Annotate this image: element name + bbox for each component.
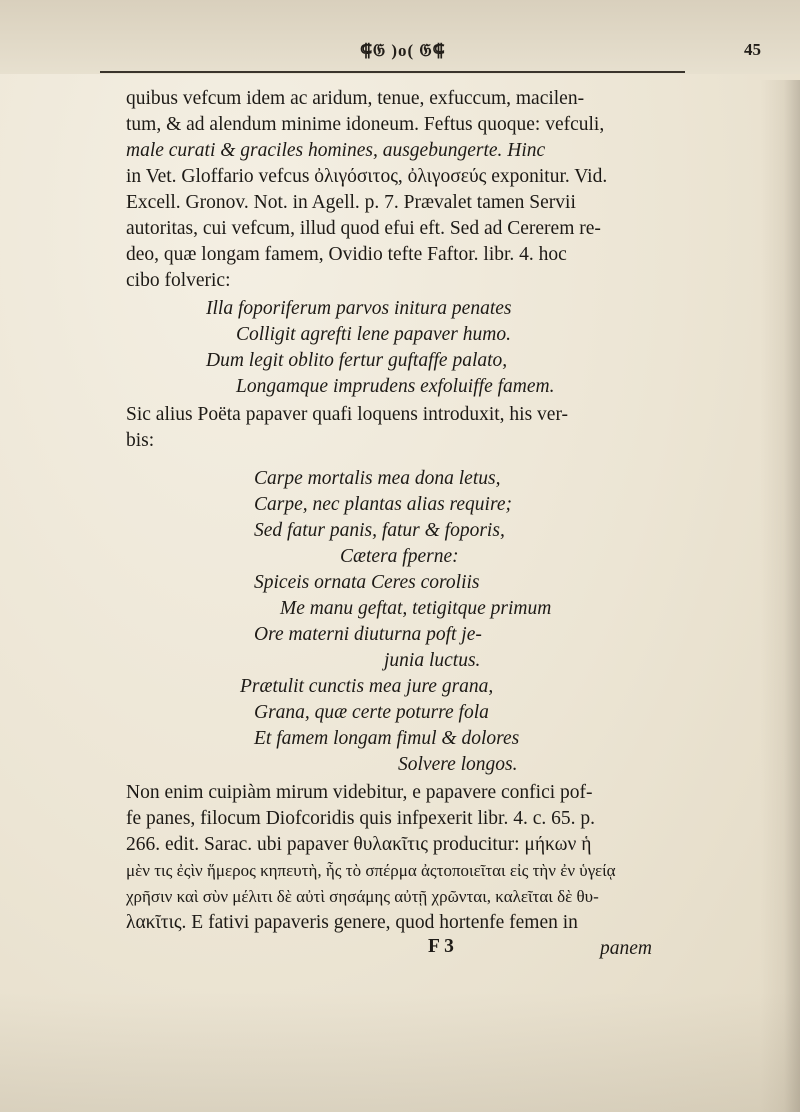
verse-line: junia luctus. [384, 650, 481, 671]
page-header [0, 0, 800, 74]
text-line: quibus vefcum idem ac aridum, tenue, exfuccum, macilen- [126, 88, 585, 109]
text-line: λακῖτις. E fativi papaveris genere, quod hortenfe femen in [126, 912, 578, 933]
page-bottom-shade [0, 992, 800, 1112]
text-line: deo, quæ longam famem, Ovidio tefte Faftor. libr. 4. hoc [126, 244, 567, 265]
catchword: panem [600, 938, 652, 959]
verse-line: Prætulit cunctis mea jure grana, [240, 676, 494, 697]
text-line: cibo folveric: [126, 270, 231, 291]
verse-line: Spiceis ornata Ceres coroliis [254, 572, 480, 593]
verse-line: Carpe mortalis mea dona letus, [254, 468, 501, 489]
verse-line: Ore materni diuturna poft je- [254, 624, 482, 645]
page-edge-shadow [760, 80, 800, 1112]
text-line: autoritas, cui vefcum, illud quod efui eft. Sed ad Cererem re- [126, 218, 601, 239]
text-line: tum, & ad alendum minime idoneum. Feftus quoque: vefculi, [126, 114, 605, 135]
verse-line: Colligit agrefti lene papaver humo. [236, 324, 511, 345]
verse-line: Dum legit oblito fertur guftaffe palato, [206, 350, 508, 371]
verse-line: Grana, quæ certe poturre fola [254, 702, 489, 723]
header-rule [100, 71, 685, 73]
greek-line: χρῆσιν καὶ σὺν μέλιτι δὲ αὐτὶ σησάμης αὐτῇ χρῶνται, καλεῖται δὲ θυ- [126, 887, 599, 906]
page-number: 45 [744, 40, 761, 59]
text-line: bis: [126, 430, 155, 451]
verse-line: Longamque imprudens exfoluiffe famem. [236, 376, 555, 397]
verse-line: Sed fatur panis, fatur & foporis, [254, 520, 505, 541]
verse-line: Me manu geftat, tetigitque primum [280, 598, 552, 619]
text-line: fe panes, filocum Diofcoridis quis infpexerit libr. 4. c. 65. p. [126, 808, 595, 829]
text-line: in Vet. Gloffario vefcus ὀλιγόσιτος, ὀλιγοσεύς exponitur. Vid. [126, 166, 608, 187]
text-line: 266. edit. Sarac. ubi papaver θυλακῖτις producitur: μήκων ἡ [126, 834, 592, 855]
verse-line: Et famem longam fimul & dolores [254, 728, 520, 749]
greek-line: μὲν τις ἐςὶν ἥμερος κηπευτὴ, ἧς τὸ σπέρμα ἀςτοποιεῖται εἰς τὴν ἐν ὑγείᾳ [126, 861, 616, 880]
signature-mark: F 3 [428, 936, 454, 957]
verse-line: Carpe, nec plantas alias require; [254, 494, 512, 515]
verse-line: Cætera fperne: [340, 546, 459, 567]
text-line: Excell. Gronov. Not. in Agell. p. 7. Prævalet tamen Servii [126, 192, 576, 213]
text-line: Non enim cuipiàm mirum videbitur, e papavere confici pof- [126, 782, 593, 803]
text-line: male curati & graciles homines, ausgebungerte. Hinc [126, 140, 546, 161]
text-line: Sic alius Poëta papaver quafi loquens introduxit, his ver- [126, 404, 569, 425]
header-ornament: ⸿𝔊 )o( 𝔊⸿ [360, 41, 446, 60]
verse-line: Illa foporiferum parvos initura penates [206, 298, 512, 319]
verse-line: Solvere longos. [398, 754, 518, 775]
